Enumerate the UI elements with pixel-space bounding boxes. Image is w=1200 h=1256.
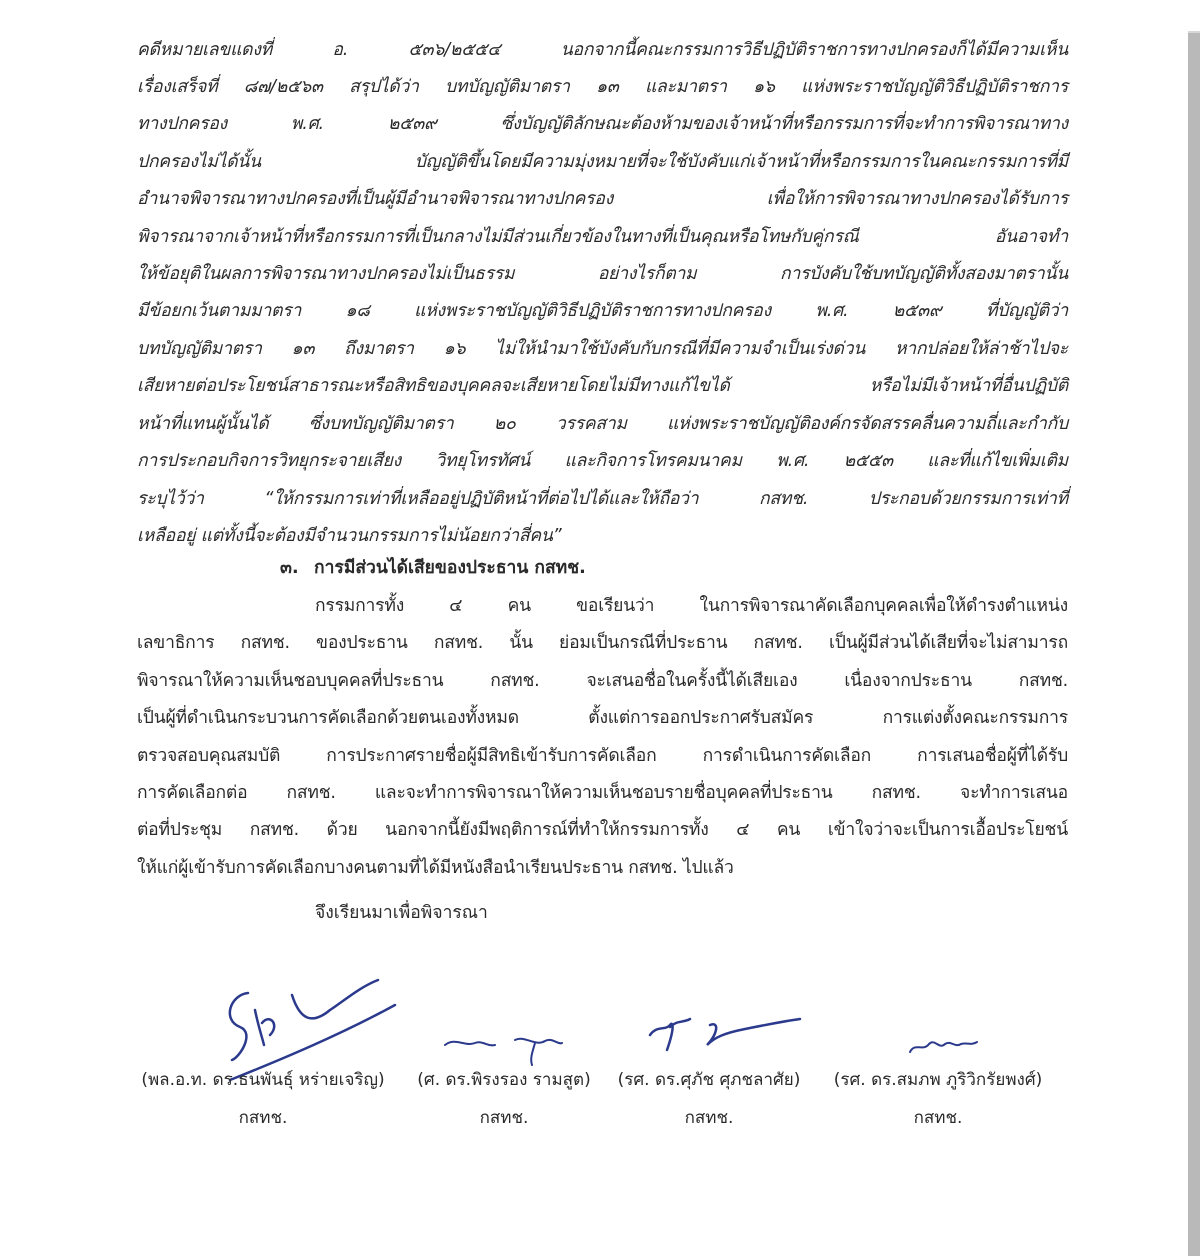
body-line: อำนาจพิจารณาทางปกครองที่เป็นผู้มีอำนาจพิจารณาทางปกครอง เพื่อให้การพิจารณาทางปกครองได้รับการ <box>137 189 1068 209</box>
signatory-4 <box>812 1068 1064 1130</box>
signatory-1 <box>118 1068 408 1130</box>
body-line: ทางปกครอง พ.ศ. ๒๕๓๙ ซึ่งบัญญัติลักษณะต้องห้ามของเจ้าหน้าที่หรือกรรมการที่จะทำการพิจารณาทาง <box>137 114 1068 134</box>
signatory-name: (รศ. ดร.สมภพ ภูริวิกรัยพงศ์) <box>833 1070 1043 1090</box>
body-line: ปกครองไม่ได้นั้น บัญญัติขึ้นโดยมีความมุ่งหมายที่จะใช้บังคับแก่เจ้าหน้าที่หรือกรรมการในคณะกรรมการที่มี <box>137 152 1068 172</box>
signature-4-icon <box>905 1030 995 1060</box>
body-line: ต่อที่ประชุม กสทช. ด้วย นอกจากนี้ยังมีพฤติการณ์ที่ทำให้กรรมการทั้ง ๔ คน เข้าใจว่าจะเป็นการเอื้อประโยชน์ <box>137 820 1068 840</box>
signatory-org: กสทช. <box>684 1108 734 1128</box>
body-line: มีข้อยกเว้นตามมาตรา ๑๘ แห่งพระราชบัญญัติวิธีปฏิบัติราชการทางปกครอง พ.ศ. ๒๕๓๙ ที่บัญญัติว่า <box>137 301 1068 321</box>
body-line: บทบัญญัติมาตรา ๑๓ ถึงมาตรา ๑๖ ไม่ให้นำมาใช้บังคับกับกรณีที่มีความจำเป็นเร่งด่วน หากปล่อยให้ล่าช้าไปจะ <box>137 339 1068 359</box>
body-line: คดีหมายเลขแดงที่ อ. ๕๓๖/๒๕๕๔ นอกจากนี้คณะกรรมการวิธีปฏิบัติราชการทางปกครองก็ได้มีความเห็น <box>137 40 1068 60</box>
body-line: ตรวจสอบคุณสมบัติ การประกาศรายชื่อผู้มีสิทธิเข้ารับการคัดเลือก การดำเนินการคัดเลือก การเสนอชื่อผู้ที่ได้รับ <box>137 746 1068 766</box>
signature-1-icon <box>200 965 430 1085</box>
body-line: การประกอบกิจการวิทยุกระจายเสียง วิทยุโทรทัศน์ และกิจการโทรคมนาคม พ.ศ. ๒๕๕๓ และที่แก้ไขเพิ่มเติม <box>137 451 1068 471</box>
body-line: เหลืออยู่ แต่ทั้งนี้จะต้องมีจำนวนกรรมการไม่น้อยกว่าสี่คน” <box>137 526 562 546</box>
section-title: การมีส่วนได้เสียของประธาน กสทช. <box>314 558 586 578</box>
body-line: หน้าที่แทนผู้นั้นได้ ซึ่งบทบัญญัติมาตรา ๒๐ วรรคสาม แห่งพระราชบัญญัติองค์กรจัดสรรคลื่นความถี่และกำกับ <box>137 414 1068 434</box>
signatory-name: (พล.อ.ท. ดร.ธนพันธุ์ หร่ายเจริญ) <box>141 1070 385 1090</box>
body-line: เสียหายต่อประโยชน์สาธารณะหรือสิทธิของบุคคลจะเสียหายโดยไม่มีทางแก้ไขได้ หรือไม่มีเจ้าหน้าที่อื่นปฏิบัติ <box>137 376 1068 396</box>
body-line: พิจารณาให้ความเห็นชอบบุคคลที่ประธาน กสทช. จะเสนอชื่อในครั้งนี้ได้เสียเอง เนื่องจากประธาน กสทช. <box>137 671 1068 691</box>
signatory-org: กสทช. <box>913 1108 963 1128</box>
signatory-2 <box>404 1068 604 1130</box>
body-line: พิจารณาจากเจ้าหน้าที่หรือกรรมการที่เป็นกลางไม่มีส่วนเกี่ยวข้องในทางที่เป็นคุณหรือโทษกับคู่กรณี อันอาจทำ <box>137 227 1068 247</box>
section-number: ๓. <box>280 558 299 578</box>
section-heading <box>280 556 586 580</box>
body-line: เป็นผู้ที่ดำเนินกระบวนการคัดเลือกด้วยตนเองทั้งหมด ตั้งแต่การออกประกาศรับสมัคร การแต่งตั้งคณะกรรมการ <box>137 708 1068 728</box>
body-line: เลขาธิการ กสทช. ของประธาน กสทช. นั้น ย่อมเป็นกรณีที่ประธาน กสทช. เป็นผู้มีส่วนได้เสียที่จะไม่สามารถ <box>137 633 1068 653</box>
body-line: การคัดเลือกต่อ กสทช. และจะทำการพิจารณาให้ความเห็นชอบรายชื่อบุคคลที่ประธาน กสทช. จะทำการเสนอ <box>137 783 1068 803</box>
signatory-org: กสทช. <box>238 1108 288 1128</box>
signatory-org: กสทช. <box>479 1108 529 1128</box>
signatory-3 <box>604 1068 814 1130</box>
body-line: ให้แก่ผู้เข้ารับการคัดเลือกบางคนตามที่ได้มีหนังสือนำเรียนประธาน กสทช. ไปแล้ว <box>137 858 734 878</box>
signatory-name: (ศ. ดร.พิรงรอง รามสูต) <box>417 1070 591 1090</box>
vertical-scrollbar[interactable] <box>1188 31 1200 1256</box>
body-line: ให้ข้อยุติในผลการพิจารณาทางปกครองไม่เป็นธรรม อย่างไรก็ตาม การบังคับใช้บทบัญญัติทั้งสองมาตรานั้น <box>137 264 1068 284</box>
signatory-name: (รศ. ดร.ศุภัช ศุภชลาศัย) <box>617 1070 801 1090</box>
signature-3-icon <box>645 1005 805 1065</box>
body-line: เรื่องเสร็จที่ ๘๗/๒๕๖๓ สรุปได้ว่า บทบัญญัติมาตรา ๑๓ และมาตรา ๑๖ แห่งพระราชบัญญัติวิธีปฏิบัติราชการ <box>137 77 1068 97</box>
closing-line: จึงเรียนมาเพื่อพิจารณา <box>315 903 488 923</box>
signature-2-icon <box>440 1025 570 1070</box>
body-line: กรรมการทั้ง ๔ คน ขอเรียนว่า ในการพิจารณาคัดเลือกบุคคลเพื่อให้ดำรงตำแหน่ง <box>315 596 1068 616</box>
body-line: ระบุไว้ว่า “ให้กรรมการเท่าที่เหลืออยู่ปฏิบัติหน้าที่ต่อไปได้และให้ถือว่า กสทช. ประกอบด้วยกรรมการเท่าที่ <box>137 489 1068 509</box>
